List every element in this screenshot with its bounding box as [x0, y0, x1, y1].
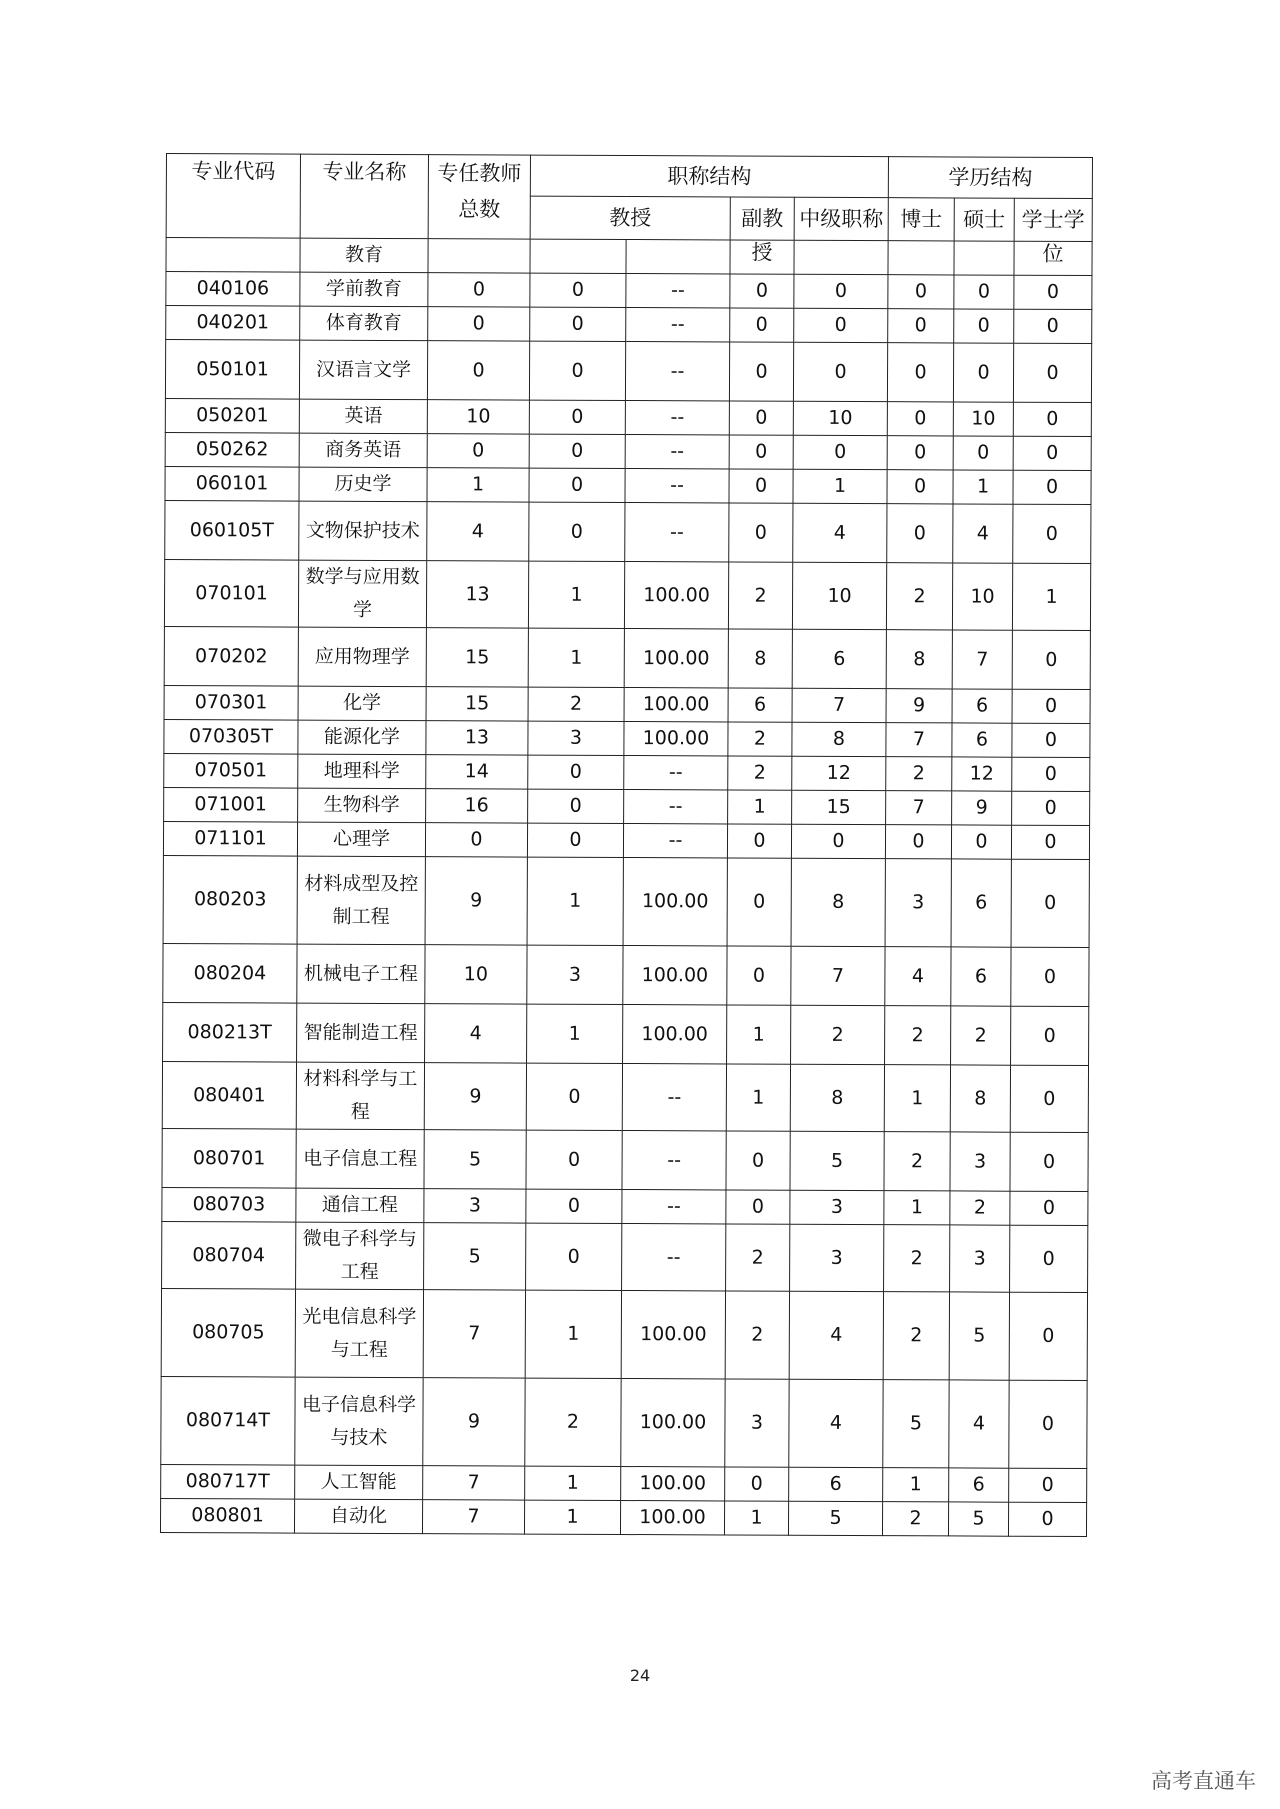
cell-professor — [530, 239, 626, 273]
cell-teachers: 5 — [424, 1130, 526, 1189]
cell-professor-pct: 100.00 — [621, 1466, 725, 1500]
cell-phd: 7 — [886, 723, 952, 757]
cell-middle: 0 — [793, 342, 887, 401]
cell-professor-pct: 100.00 — [624, 629, 728, 688]
cell-name: 能源化学 — [298, 720, 426, 755]
cell-middle: 12 — [792, 756, 886, 790]
cell-assoc: 0 — [730, 308, 794, 342]
cell-master: 1 — [953, 470, 1013, 504]
cell-name: 机械电子工程 — [297, 944, 425, 1004]
cell-professor: 1 — [528, 628, 624, 687]
cell-middle: 0 — [794, 274, 888, 308]
cell-code: 080704 — [162, 1221, 296, 1289]
cell-professor-pct: -- — [623, 824, 727, 858]
cell-middle: 6 — [789, 1467, 883, 1501]
header-title-structure: 职称结构 — [530, 155, 888, 198]
cell-phd: 2 — [885, 1006, 951, 1065]
cell-phd: 0 — [888, 275, 954, 309]
cell-professor-pct — [626, 240, 730, 274]
cell-middle: 3 — [790, 1224, 884, 1291]
table-row — [164, 626, 1090, 689]
table-row — [161, 1464, 1087, 1502]
table-row — [163, 943, 1089, 1006]
cell-professor: 0 — [526, 1130, 622, 1189]
cell-middle: 10 — [792, 562, 886, 629]
table-row — [162, 1187, 1088, 1225]
cell-professor-pct: 100.00 — [623, 858, 727, 946]
cell-name: 自动化 — [294, 1499, 422, 1534]
cell-professor: 3 — [527, 945, 623, 1004]
table-row — [165, 500, 1091, 563]
header-phd: 博士 — [888, 198, 954, 241]
cell-teachers: 14 — [426, 755, 528, 789]
cell-professor-pct: -- — [625, 401, 729, 435]
cell-phd: 2 — [884, 1225, 950, 1292]
cell-code: 080714T — [161, 1376, 295, 1465]
cell-name: 商务英语 — [299, 433, 427, 468]
cell-code: 050201 — [165, 398, 299, 433]
cell-bachelor: 0 — [1010, 1065, 1088, 1132]
cell-assoc: 0 — [730, 274, 794, 308]
cell-name: 材料成型及控制工程 — [297, 856, 425, 945]
table-row — [165, 340, 1091, 403]
cell-code: 040106 — [166, 272, 300, 307]
cell-middle: 2 — [791, 1005, 885, 1064]
page-number: 24 — [629, 1666, 651, 1685]
cell-professor-pct: -- — [622, 1131, 726, 1190]
cell-bachelor: 0 — [1013, 402, 1091, 436]
table-row — [164, 685, 1090, 723]
cell-bachelor: 0 — [1009, 1292, 1087, 1380]
cell-name: 体育教育 — [300, 306, 428, 341]
cell-professor-pct: 100.00 — [624, 562, 728, 629]
cell-bachelor: 0 — [1011, 825, 1089, 859]
cell-code: 080203 — [163, 855, 297, 944]
cell-professor: 0 — [529, 341, 625, 400]
cell-assoc: 0 — [727, 824, 791, 858]
cell-bachelor: 0 — [1010, 1132, 1088, 1191]
cell-code: 040201 — [166, 306, 300, 341]
cell-master: 2 — [950, 1191, 1010, 1225]
cell-code: 080204 — [163, 943, 297, 1003]
cell-assoc: 0 — [729, 469, 793, 503]
cell-professor-pct: -- — [626, 308, 730, 342]
cell-professor: 1 — [527, 1004, 623, 1063]
cell-name: 数学与应用数学 — [298, 560, 426, 628]
cell-master: 6 — [952, 689, 1012, 723]
cell-middle: 15 — [792, 790, 886, 824]
cell-assoc: 2 — [726, 1224, 790, 1291]
cell-code: 070101 — [164, 559, 298, 627]
cell-bachelor: 0 — [1014, 275, 1092, 309]
table-row — [165, 466, 1091, 504]
cell-professor-pct: -- — [625, 435, 729, 469]
table-row — [164, 753, 1090, 791]
cell-professor-pct: -- — [625, 503, 729, 562]
cell-master: 0 — [954, 275, 1014, 309]
cell-professor: 2 — [528, 687, 624, 721]
cell-master: 6 — [951, 859, 1011, 947]
cell-bachelor: 0 — [1011, 859, 1089, 947]
cell-code: 071101 — [163, 821, 297, 856]
cell-middle: 1 — [793, 469, 887, 503]
cell-master: 0 — [951, 825, 1011, 859]
cell-professor-pct: -- — [624, 790, 728, 824]
cell-professor: 1 — [525, 1466, 621, 1500]
cell-name: 教育 — [300, 238, 428, 273]
cell-bachelor: 0 — [1011, 1006, 1089, 1065]
cell-professor: 1 — [524, 1500, 620, 1534]
cell-teachers — [428, 239, 530, 273]
cell-code: 050262 — [165, 432, 299, 467]
cell-phd: 0 — [887, 470, 953, 504]
cell-code: 080213T — [163, 1002, 297, 1062]
cell-professor: 3 — [528, 721, 624, 755]
cell-assoc: 0 — [727, 946, 791, 1005]
table-row — [164, 787, 1090, 825]
cell-code — [166, 238, 300, 273]
cell-teachers: 9 — [423, 1378, 525, 1466]
cell-teachers: 7 — [422, 1500, 524, 1534]
cell-bachelor: 0 — [1011, 947, 1089, 1006]
cell-phd: 2 — [886, 563, 952, 630]
cell-teachers: 0 — [428, 273, 530, 307]
cell-professor-pct: 100.00 — [620, 1500, 724, 1534]
cell-teachers: 10 — [427, 400, 529, 434]
cell-code: 050101 — [165, 340, 299, 400]
cell-middle: 4 — [793, 503, 887, 562]
table-row — [162, 1061, 1088, 1132]
cell-master: 5 — [948, 1502, 1008, 1536]
cell-professor-pct: 100.00 — [621, 1290, 725, 1378]
header-master: 硕士 — [954, 198, 1014, 241]
cell-name: 汉语言文学 — [299, 340, 427, 400]
cell-assoc: 2 — [725, 1291, 789, 1379]
cell-professor: 0 — [529, 502, 625, 561]
cell-middle: 7 — [791, 946, 885, 1005]
cell-bachelor: 0 — [1013, 343, 1091, 402]
cell-assoc: 8 — [728, 629, 792, 688]
cell-professor: 2 — [525, 1378, 621, 1466]
cell-bachelor: 0 — [1013, 436, 1091, 470]
cell-assoc: 0 — [725, 1467, 789, 1501]
cell-professor-pct: -- — [625, 469, 729, 503]
cell-master: 12 — [952, 757, 1012, 791]
cell-teachers: 7 — [423, 1466, 525, 1500]
cell-master: 10 — [953, 402, 1013, 436]
cell-assoc: 3 — [725, 1379, 789, 1467]
cell-professor: 0 — [527, 823, 623, 857]
cell-middle: 7 — [792, 688, 886, 722]
table-row — [163, 855, 1089, 947]
cell-professor-pct: 100.00 — [624, 688, 728, 722]
cell-professor: 0 — [528, 755, 624, 789]
cell-phd — [888, 241, 954, 275]
cell-professor-pct: -- — [624, 756, 728, 790]
cell-master: 6 — [949, 1468, 1009, 1502]
cell-code: 070305T — [164, 719, 298, 754]
cell-phd: 0 — [888, 309, 954, 343]
cell-professor-pct: 100.00 — [623, 1005, 727, 1064]
cell-professor: 1 — [525, 1290, 621, 1378]
cell-code: 080705 — [161, 1288, 295, 1377]
cell-code: 070301 — [164, 685, 298, 720]
cell-phd: 2 — [882, 1502, 948, 1536]
cell-teachers: 13 — [426, 721, 528, 755]
cell-assoc: 6 — [728, 688, 792, 722]
cell-professor-pct: -- — [622, 1189, 726, 1223]
header-teachers: 专任教师总数 — [428, 155, 530, 239]
cell-professor-pct: -- — [622, 1064, 726, 1131]
cell-assoc: 1 — [727, 1005, 791, 1064]
cell-name: 微电子科学与工程 — [296, 1222, 424, 1290]
cell-bachelor: 0 — [1012, 723, 1090, 757]
cell-phd: 1 — [883, 1468, 949, 1502]
cell-teachers: 7 — [423, 1290, 525, 1378]
cell-name: 电子信息工程 — [296, 1129, 424, 1189]
table-row — [165, 432, 1091, 470]
cell-name: 心理学 — [297, 822, 425, 857]
cell-phd: 0 — [887, 402, 953, 436]
cell-professor-pct: -- — [626, 274, 730, 308]
cell-teachers: 5 — [424, 1223, 526, 1290]
cell-code: 080401 — [162, 1061, 296, 1129]
cell-phd: 2 — [886, 757, 952, 791]
cell-master: 4 — [949, 1380, 1009, 1468]
cell-teachers: 16 — [426, 789, 528, 823]
table-row — [164, 559, 1090, 630]
cell-bachelor: 0 — [1014, 309, 1092, 343]
cell-middle: 5 — [790, 1131, 884, 1190]
cell-professor-pct: -- — [625, 342, 729, 401]
cell-phd: 2 — [884, 1132, 950, 1191]
cell-phd: 5 — [883, 1380, 949, 1468]
cell-middle: 0 — [791, 824, 885, 858]
cell-code: 070202 — [164, 626, 298, 686]
cell-middle: 3 — [790, 1190, 884, 1224]
cell-middle: 8 — [791, 858, 885, 946]
cell-code: 060105T — [165, 500, 299, 560]
cell-middle: 6 — [792, 629, 886, 688]
header-bachelor: 学士学位 — [1014, 198, 1092, 241]
cell-teachers: 4 — [427, 502, 529, 561]
cell-name: 光电信息科学与工程 — [295, 1289, 423, 1378]
table-row — [166, 306, 1092, 344]
faculty-structure-table — [160, 153, 1093, 1537]
cell-professor-pct: 100.00 — [624, 722, 728, 756]
cell-name: 化学 — [298, 686, 426, 721]
cell-middle: 4 — [789, 1291, 883, 1379]
cell-teachers: 4 — [425, 1004, 527, 1063]
cell-middle: 8 — [792, 722, 886, 756]
cell-middle — [794, 240, 888, 274]
cell-middle: 0 — [793, 435, 887, 469]
cell-name: 人工智能 — [295, 1465, 423, 1500]
cell-name: 通信工程 — [296, 1188, 424, 1223]
cell-professor-pct: -- — [622, 1223, 726, 1290]
cell-name: 智能制造工程 — [297, 1003, 425, 1063]
cell-professor: 0 — [530, 273, 626, 307]
cell-teachers: 0 — [427, 434, 529, 468]
cell-assoc: 2 — [728, 756, 792, 790]
cell-phd: 0 — [887, 343, 953, 402]
cell-code: 080701 — [162, 1128, 296, 1188]
header-code: 专业代码 — [166, 154, 300, 239]
cell-assoc: 0 — [729, 401, 793, 435]
cell-phd: 0 — [887, 436, 953, 470]
cell-code: 080801 — [160, 1498, 294, 1533]
cell-name: 文物保护技术 — [299, 501, 427, 561]
cell-master: 3 — [950, 1132, 1010, 1191]
cell-bachelor: 0 — [1010, 1225, 1088, 1292]
cell-name: 历史学 — [299, 467, 427, 502]
table-row — [160, 1498, 1086, 1536]
cell-professor: 0 — [526, 1063, 622, 1130]
cell-professor: 1 — [527, 857, 623, 945]
cell-master: 10 — [952, 563, 1012, 630]
cell-code: 071001 — [164, 787, 298, 822]
cell-assoc: 0 — [726, 1131, 790, 1190]
cell-bachelor: 0 — [1008, 1502, 1086, 1536]
cell-assoc: 1 — [724, 1501, 788, 1535]
table-row — [163, 821, 1089, 859]
header-assoc-professor: 副教授 — [730, 197, 794, 240]
watermark: 高考直通车 — [1151, 1769, 1256, 1793]
cell-teachers: 0 — [427, 341, 529, 400]
cell-middle: 8 — [790, 1064, 884, 1131]
cell-phd: 9 — [886, 689, 952, 723]
cell-code: 070501 — [164, 753, 298, 788]
cell-bachelor: 0 — [1009, 1380, 1087, 1468]
cell-teachers: 3 — [424, 1189, 526, 1223]
cell-professor: 0 — [529, 468, 625, 502]
cell-master: 0 — [954, 309, 1014, 343]
header-middle-title: 中级职称 — [794, 197, 888, 240]
cell-assoc: 0 — [729, 435, 793, 469]
cell-phd: 2 — [883, 1292, 949, 1380]
cell-teachers: 15 — [426, 628, 528, 687]
cell-middle: 10 — [793, 401, 887, 435]
cell-bachelor: 0 — [1012, 689, 1090, 723]
cell-master: 6 — [952, 723, 1012, 757]
cell-middle: 4 — [789, 1379, 883, 1467]
cell-professor: 0 — [529, 400, 625, 434]
cell-phd: 0 — [885, 825, 951, 859]
cell-teachers: 10 — [425, 945, 527, 1004]
cell-phd: 4 — [885, 947, 951, 1006]
cell-teachers: 0 — [425, 823, 527, 857]
cell-name: 应用物理学 — [298, 627, 426, 687]
cell-phd: 7 — [886, 791, 952, 825]
cell-teachers: 1 — [427, 468, 529, 502]
cell-master: 0 — [953, 343, 1013, 402]
cell-master: 3 — [950, 1225, 1010, 1292]
cell-master: 6 — [951, 947, 1011, 1006]
cell-bachelor: 0 — [1013, 504, 1091, 563]
cell-assoc: 1 — [728, 790, 792, 824]
cell-professor: 0 — [528, 789, 624, 823]
cell-professor: 0 — [530, 307, 626, 341]
cell-master: 5 — [949, 1292, 1009, 1380]
table-row — [162, 1221, 1088, 1292]
cell-code: 080703 — [162, 1187, 296, 1222]
cell-master: 8 — [950, 1065, 1010, 1132]
header-professor: 教授 — [530, 196, 730, 240]
cell-master: 0 — [953, 436, 1013, 470]
cell-assoc: 1 — [726, 1064, 790, 1131]
cell-teachers: 0 — [428, 307, 530, 341]
cell-teachers: 9 — [424, 1063, 526, 1130]
cell-professor: 0 — [529, 434, 625, 468]
cell-assoc: 0 — [727, 858, 791, 946]
table-row — [165, 398, 1091, 436]
table-row — [163, 1002, 1089, 1065]
cell-teachers: 9 — [425, 857, 527, 945]
cell-master: 2 — [951, 1006, 1011, 1065]
cell-professor: 0 — [526, 1223, 622, 1290]
cell-bachelor: 0 — [1012, 757, 1090, 791]
cell-phd: 0 — [887, 504, 953, 563]
cell-professor: 0 — [526, 1189, 622, 1223]
cell-code: 080717T — [161, 1464, 295, 1499]
cell-name: 地理科学 — [298, 754, 426, 789]
cell-professor-pct: 100.00 — [621, 1378, 725, 1466]
cell-professor-pct: 100.00 — [623, 946, 727, 1005]
cell-bachelor: 0 — [1012, 791, 1090, 825]
cell-middle: 0 — [794, 308, 888, 342]
cell-assoc: 0 — [729, 342, 793, 401]
cell-master: 4 — [953, 504, 1013, 563]
cell-name: 英语 — [299, 399, 427, 434]
table-row — [166, 272, 1092, 310]
cell-bachelor: 0 — [1013, 470, 1091, 504]
cell-code: 060101 — [165, 466, 299, 501]
cell-teachers: 13 — [426, 561, 528, 628]
header-name: 专业名称 — [300, 154, 428, 239]
cell-phd: 3 — [885, 859, 951, 947]
cell-master — [954, 241, 1014, 275]
cell-phd: 1 — [884, 1065, 950, 1132]
table-row — [162, 1128, 1088, 1191]
cell-assoc: 0 — [729, 503, 793, 562]
cell-professor: 1 — [528, 561, 624, 628]
cell-name: 电子信息科学与技术 — [295, 1377, 423, 1466]
cell-name: 生物科学 — [298, 788, 426, 823]
cell-middle: 5 — [788, 1501, 882, 1535]
cell-bachelor: 0 — [1010, 1191, 1088, 1225]
cell-phd: 1 — [884, 1191, 950, 1225]
cell-assoc: 2 — [728, 722, 792, 756]
cell-name: 材料科学与工程 — [296, 1062, 424, 1130]
cell-name: 学前教育 — [300, 272, 428, 307]
cell-assoc: 0 — [726, 1190, 790, 1224]
table-row — [161, 1376, 1087, 1468]
cell-bachelor: 0 — [1012, 630, 1090, 689]
header-row-1 — [166, 154, 1092, 199]
table-row-continued — [166, 238, 1092, 276]
cell-phd: 8 — [886, 630, 952, 689]
cell-bachelor: 0 — [1009, 1468, 1087, 1502]
cell-bachelor: 1 — [1012, 563, 1090, 630]
cell-master: 7 — [952, 630, 1012, 689]
cell-teachers: 15 — [426, 687, 528, 721]
header-edu-structure: 学历结构 — [888, 157, 1092, 199]
table-row — [161, 1288, 1087, 1380]
cell-assoc: 2 — [728, 562, 792, 629]
cell-master: 9 — [952, 791, 1012, 825]
table-row — [164, 719, 1090, 757]
